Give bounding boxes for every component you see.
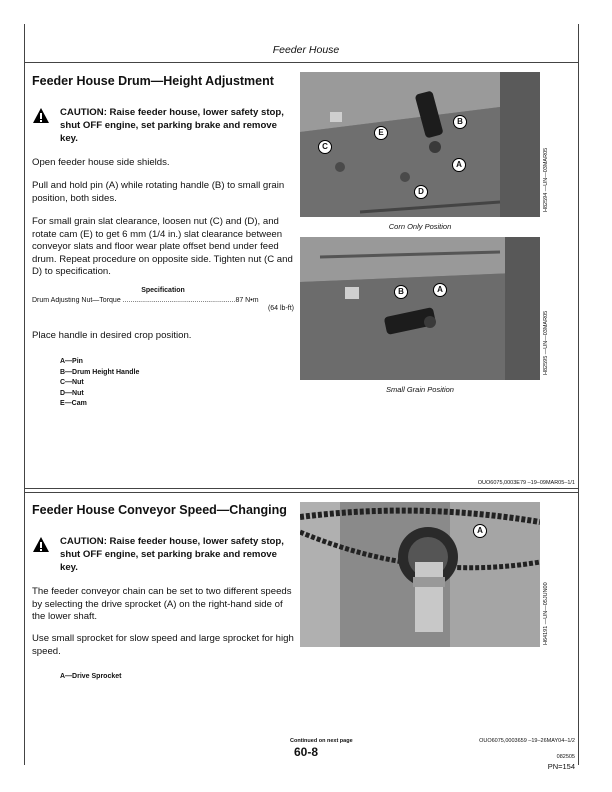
section1-paragraph-3: For small grain slat clearance, loosen nut (C) and (D), and rotate cam (E) to get 6 mm (1/4 in.) slat clearance between conveyor slats and floor wear plate offset bend under feed drum. Repeat procedure on opposite side. Tighten nut (C and D) to specification. bbox=[32, 216, 293, 277]
section2-footer-ref: OUO6075,0003659 –19–26MAY04–1/2 bbox=[479, 738, 575, 744]
callout-d: D bbox=[414, 185, 428, 199]
spec-item-imperial: (64 lb-ft) bbox=[267, 305, 294, 312]
corn-only-position-photo bbox=[300, 72, 540, 217]
section1-legend bbox=[60, 357, 139, 410]
image3-id: H64191 —UN—05JUN00 bbox=[543, 582, 549, 645]
caution-text: CAUTION: Raise feeder house, lower safety stop, shut OFF engine, set parking brake and remove key. bbox=[60, 107, 284, 144]
callout-a: A bbox=[473, 524, 487, 538]
callout-c: C bbox=[318, 140, 332, 154]
drive-sprocket-photo bbox=[300, 502, 540, 647]
warning-icon bbox=[32, 536, 50, 554]
image1-id: H82594 —UN—03MAR05 bbox=[543, 147, 549, 212]
section1-paragraph-1: Open feeder house side shields. bbox=[32, 157, 170, 168]
caution-text: CAUTION: Raise feeder house, lower safety stop, shut OFF engine, set parking brake and remove key. bbox=[60, 536, 284, 573]
callout-a: A bbox=[452, 158, 466, 172]
section1-title: Feeder House Drum—Height Adjustment bbox=[32, 74, 274, 88]
spec-item: Drum Adjusting Nut—Torque ..........................................................87 N•m bbox=[32, 297, 259, 304]
image2-caption: Small Grain Position bbox=[386, 385, 454, 394]
section1-after-spec: Place handle in desired crop position. bbox=[32, 330, 192, 341]
specification-block bbox=[32, 287, 294, 312]
legend-item: A—Pin bbox=[60, 358, 83, 365]
image1-caption: Corn Only Position bbox=[388, 222, 452, 231]
section2-title: Feeder House Conveyor Speed—Changing bbox=[32, 503, 287, 517]
page-number: 60-8 bbox=[293, 745, 319, 759]
warning-icon bbox=[32, 107, 50, 125]
page-right-rule bbox=[578, 24, 579, 765]
legend-item: E—Cam bbox=[60, 400, 87, 407]
section2-paragraph-2: Use small sprocket for slow speed and large sprocket for high speed. bbox=[32, 633, 294, 657]
section1-footer-ref: OUO6075,0003E79 –19–09MAR05–1/1 bbox=[477, 480, 575, 486]
section1-top-rule bbox=[24, 62, 579, 63]
image2-id: H82595 —UN—03MAR05 bbox=[543, 310, 549, 375]
callout-b: B bbox=[394, 285, 408, 299]
legend-item: D—Nut bbox=[60, 389, 84, 397]
section2-top-rule bbox=[24, 492, 579, 493]
legend-item: A—Drive Sprocket bbox=[60, 673, 122, 680]
callout-e: E bbox=[374, 126, 388, 140]
callout-a: A bbox=[433, 283, 447, 297]
page-header-title: Feeder House bbox=[272, 44, 340, 56]
continued-note: Continued on next page bbox=[290, 738, 353, 744]
spec-heading: Specification bbox=[141, 287, 185, 294]
footer-code: 082505 bbox=[556, 754, 575, 760]
drive-sprocket-illustration bbox=[300, 502, 540, 647]
legend-item: C—Nut bbox=[60, 379, 84, 386]
section1-caution bbox=[32, 106, 287, 145]
small-grain-position-photo bbox=[300, 237, 540, 380]
section1-bottom-rule bbox=[24, 488, 579, 489]
section2-caution bbox=[32, 535, 287, 574]
section1-paragraph-2: Pull and hold pin (A) while rotating handle (B) to small grain position, both sides. bbox=[32, 180, 285, 204]
page-left-rule bbox=[24, 24, 25, 765]
legend-item: B—Drum Height Handle bbox=[60, 368, 140, 376]
callout-b: B bbox=[453, 115, 467, 129]
section2-paragraph-1: The feeder conveyor chain can be set to two different speeds by selecting the drive sprocket (A) on the right-hand side of the lower shaft. bbox=[32, 586, 292, 622]
feeder-house-drum-illustration bbox=[300, 237, 540, 380]
section2-legend bbox=[60, 672, 121, 683]
pn-label: PN=154 bbox=[547, 762, 575, 771]
